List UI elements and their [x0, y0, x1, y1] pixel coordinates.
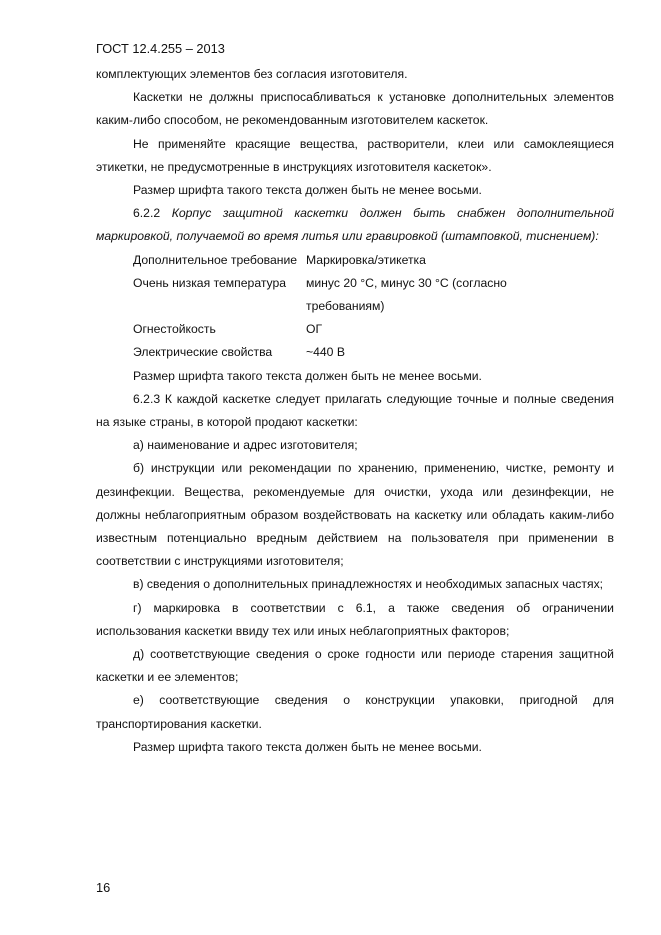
table-cell: Очень низкая температура — [133, 275, 287, 290]
list-item: б) инструкции или рекомендации по хранению, применению, чистке, ремонту и дезинфекции. Вещества, рекомендуемые для очистки, ухода или дезинфекции, не должны неблагоприятным образом воздействовать на каскетку или обладать каким-либо известным потенциально вредным действием на пользователя при применении в соответствии с инструкциями изготовителя; — [96, 461, 614, 569]
paragraph-font-size-note: Размер шрифта такого текста должен быть не менее восьми. — [133, 183, 482, 198]
paragraph-caskets-attachments: Каскетки не должны приспосабливаться к установке дополнительных элементов каким-либо способом, не рекомендованным изготовителем каскеток. — [96, 90, 614, 128]
table-cell: ОГ — [306, 322, 323, 337]
paragraph-continuation: комплектующих элементов без согласия изготовителя. — [96, 67, 408, 81]
paragraph-no-paints: Не применяйте красящие вещества, растворители, клеи или самоклеящиеся этикетки, не предусмотренные в инструкциях изготовителя каскеток». — [96, 136, 614, 174]
table-header-cell: Дополнительное требование — [133, 252, 298, 267]
list-item: в) сведения о дополнительных принадлежностях и необходимых запасных частях; — [133, 577, 604, 592]
table-cell: Электрические свойства — [133, 345, 273, 360]
section-6-2-2 — [96, 202, 614, 248]
table-header-row — [96, 249, 614, 272]
table-row — [96, 318, 614, 341]
paragraph-font-size-note: Размер шрифта такого текста должен быть не менее восьми. — [133, 739, 482, 754]
section-6-2-3: 6.2.3 К каждой каскетке следует прилагать следующие точные и полные сведения на языке страны, в которой продают каскетки: — [96, 391, 614, 430]
document-body — [96, 63, 614, 759]
page-number: 16 — [96, 880, 111, 895]
list-item: д) соответствующие сведения о сроке годности или периоде старения защитной каскетки и ее элементов; — [96, 647, 614, 685]
table-row — [96, 272, 614, 318]
section-number: 6.2.2 — [133, 206, 161, 221]
list-item: а) наименование и адрес изготовителя; — [133, 438, 358, 453]
list-item: е) соответствующие сведения о конструкции упаковки, пригодной для транспортирования каскетки. — [96, 693, 614, 731]
marking-table — [96, 249, 614, 365]
paragraph-font-size-note: Размер шрифта такого текста должен быть не менее восьми. — [133, 368, 482, 383]
table-header-cell: Маркировка/этикетка — [306, 252, 426, 267]
table-row — [96, 341, 614, 364]
list-item: г) маркировка в соответствии с 6.1, а также сведения об ограничении использования каскетки ввиду тех или иных неблагоприятных факторов; — [96, 600, 614, 638]
document-header: ГОСТ 12.4.255 – 2013 — [96, 41, 225, 56]
table-cell: Огнестойкость — [133, 322, 216, 337]
table-cell: ~440 В — [306, 345, 345, 360]
section-text: Корпус защитной каскетки должен быть снабжен дополнительной маркировкой, получаемой во время литья или гравировкой (штамповкой, тиснением): — [96, 206, 615, 244]
table-cell: минус 20 °С, минус 30 °С (согласно требованиям) — [306, 275, 507, 314]
